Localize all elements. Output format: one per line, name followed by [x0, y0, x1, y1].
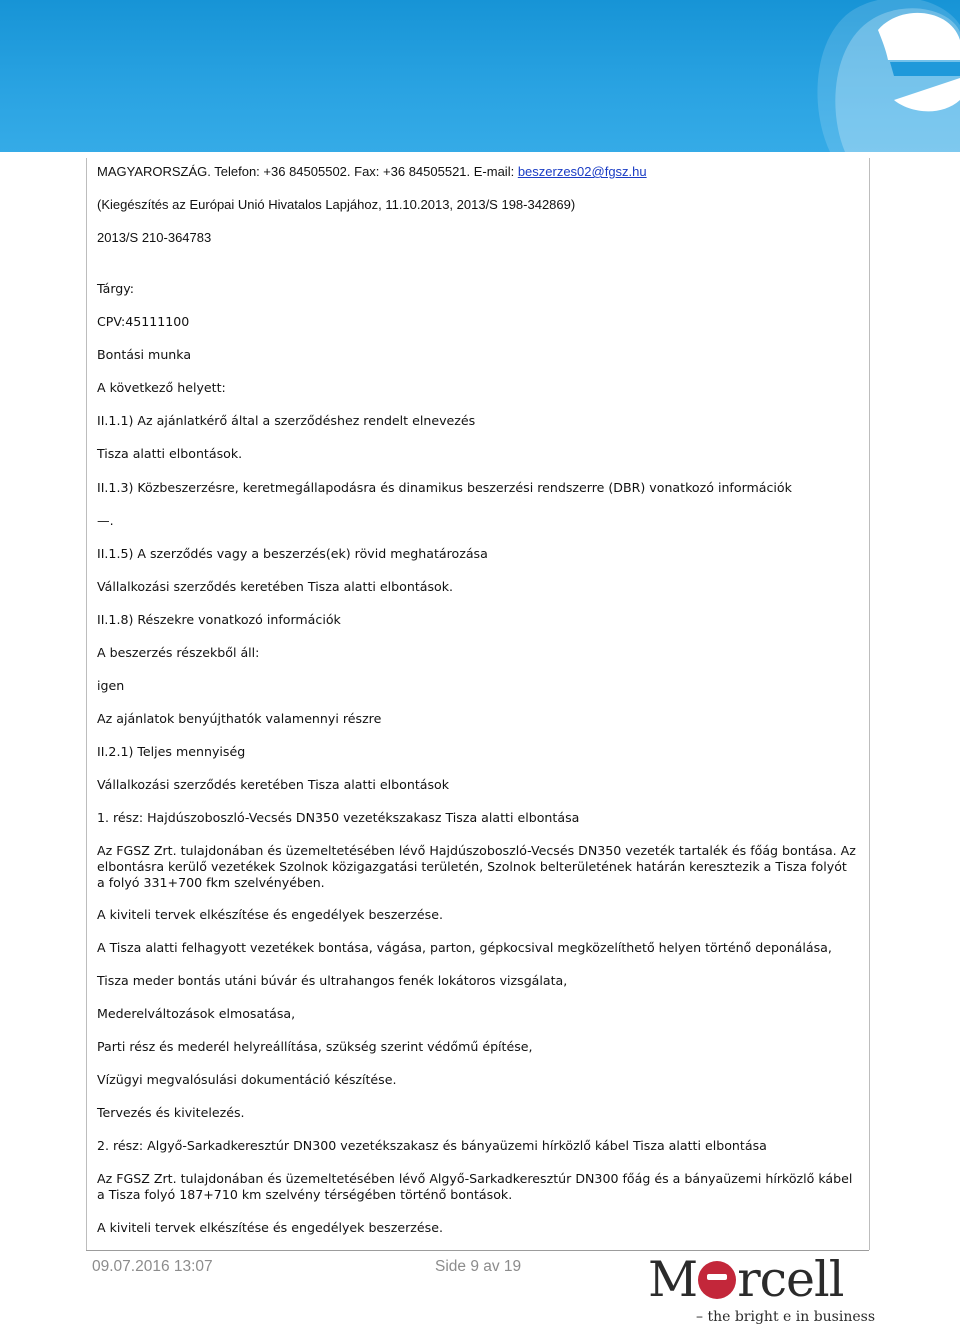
part2-item: A kiviteli tervek elkészítése és engedélyek beszerzése. [97, 1220, 443, 1235]
section-2-1-3-value: —. [97, 513, 114, 528]
parts-value: igen [97, 678, 125, 693]
supplement-line: (Kiegészítés az Európai Unió Hivatalos Lapjához, 11.10.2013, 2013/S 198-342869) [97, 197, 576, 212]
top-banner [0, 0, 960, 152]
bids-for-all-parts: Az ajánlatok benyújthatók valamennyi részre [97, 711, 382, 726]
parts-label: A beszerzés részekből áll: [97, 645, 260, 660]
brand-logo [640, 1251, 876, 1328]
email-link[interactable]: beszerzes02@fgsz.hu [517, 164, 647, 179]
cpv-description: Bontási munka [97, 347, 192, 362]
reference-line: 2013/S 210-364783 [97, 230, 212, 245]
part1-title: 1. rész: Hajdúszoboszló-Vecsés DN350 vezetékszakasz Tisza alatti elbontása [97, 810, 580, 825]
part2-description: Az FGSZ Zrt. tulajdonában és üzemeltetésében lévő Algyő-Sarkadkeresztúr DN300 főág és a bányaüzemi hírközlő kábel a Tisza folyó 187+710 km szelvény térségében történő bontások. [97, 1171, 853, 1202]
brand-e-mark-icon [698, 1261, 736, 1299]
part1-item: Tervezés és kivitelezés. [97, 1105, 245, 1120]
brand-wordmark [648, 1252, 843, 1308]
section-2-1-1-heading: II.1.1) Az ajánlatkérő által a szerződéshez rendelt elnevezés [97, 413, 476, 428]
footer-date: 09.07.2016 13:07 [92, 1258, 213, 1275]
part1-item: Vízügyi megvalósulási dokumentáció készítése. [97, 1072, 397, 1087]
section-2-1-5-value: Vállalkozási szerződés keretében Tisza alatti elbontások. [97, 579, 454, 594]
part1-item: Parti rész és mederél helyreállítása, szükség szerint védőmű építése, [97, 1039, 533, 1054]
part2-title: 2. rész: Algyő-Sarkadkeresztúr DN300 vezetékszakasz és bányaüzemi hírközlő kábel Tisza alatti elbontása [97, 1138, 767, 1153]
brand-wordmark-start: M [648, 1251, 698, 1308]
instead-of-label: A következő helyett: [97, 380, 226, 395]
section-2-2-1-value: Vállalkozási szerződés keretében Tisza alatti elbontások [97, 777, 450, 792]
cpv-code: CPV:45111100 [97, 314, 190, 329]
part1-item: Mederelváltozások elmosatása, [97, 1006, 296, 1021]
brand-tagline: – the bright e in business [696, 1309, 876, 1325]
contact-text: MAGYARORSZÁG. Telefon: +36 84505502. Fax: +36 84505521. E-mail: [97, 164, 518, 179]
section-2-1-1-value: Tisza alatti elbontások. [97, 446, 243, 461]
part1-item: A kiviteli tervek elkészítése és engedélyek beszerzése. [97, 907, 443, 922]
brand-wordmark-end: rcell [737, 1251, 844, 1308]
subject-label: Tárgy: [97, 281, 135, 296]
section-2-1-3-heading: II.1.3) Közbeszerzésre, keretmegállapodásra és dinamikus beszerzési rendszerre (DBR) vonatkozó információk [97, 480, 792, 495]
contact-line [97, 164, 857, 180]
part1-item: A Tisza alatti felhagyott vezetékek bontása, vágása, parton, gépkocsival megközelíthető helyen történő deponálása, [97, 940, 832, 955]
brand-e-icon [790, 0, 960, 152]
part1-description: Az FGSZ Zrt. tulajdonában és üzemeltetésében lévő Hajdúszoboszló-Vecsés DN350 vezeték tartalék és főág bontása. Az elbontásra kerülő vezetékek Szolnok közigazgatási területén, Szolnok belterületének határán keresztezik a Tisza folyót a folyó 331+700 fkm szelvényében. [97, 843, 856, 890]
footer-page-number: Side 9 av 19 [435, 1258, 522, 1275]
section-2-1-5-heading: II.1.5) A szerződés vagy a beszerzés(ek) rövid meghatározása [97, 546, 488, 561]
section-2-2-1-heading: II.2.1) Teljes mennyiség [97, 744, 246, 759]
part1-item: Tisza meder bontás utáni búvár és ultrahangos fenék lokátoros vizsgálata, [97, 973, 568, 988]
section-2-1-8-heading: II.1.8) Részekre vonatkozó információk [97, 612, 341, 627]
